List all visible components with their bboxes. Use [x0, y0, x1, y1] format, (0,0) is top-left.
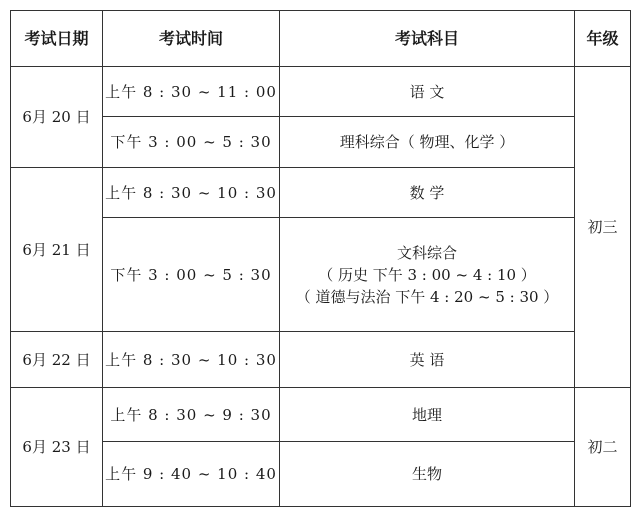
table-row — [11, 117, 631, 168]
header-date: 考试日期 — [11, 11, 103, 67]
exam-subject-multiline — [280, 218, 575, 332]
exam-time: 上午 9 : 40 ~ 10 : 40 — [103, 442, 280, 507]
header-row — [11, 11, 631, 67]
header-time: 考试时间 — [103, 11, 280, 67]
table-row — [11, 168, 631, 218]
table-row — [11, 388, 631, 442]
subject-line: （ 道德与法治 下午 4 : 20 ~ 5 : 30 ） — [295, 287, 559, 306]
exam-subject: 生物 — [280, 442, 575, 507]
exam-date: 6月 23 日 — [11, 388, 103, 507]
exam-schedule-table — [10, 10, 631, 507]
exam-date: 6月 21 日 — [11, 168, 103, 332]
exam-date: 6月 20 日 — [11, 67, 103, 168]
subject-line: （ 历史 下午 3 : 00 ~ 4 : 10 ） — [318, 265, 536, 284]
exam-time: 上午 8 : 30 ~ 9 : 30 — [103, 388, 280, 442]
exam-time: 上午 8 : 30 ~ 11 : 00 — [103, 67, 280, 117]
exam-time: 上午 8 : 30 ~ 10 : 30 — [103, 332, 280, 388]
exam-subject: 语 文 — [280, 67, 575, 117]
exam-time: 上午 8 : 30 ~ 10 : 30 — [103, 168, 280, 218]
table-row — [11, 332, 631, 388]
subject-line: 文科综合 — [396, 243, 457, 262]
exam-subject: 英 语 — [280, 332, 575, 388]
grade-cell: 初二 — [575, 388, 631, 507]
header-subject: 考试科目 — [280, 11, 575, 67]
exam-time: 下午 3 : 00 ~ 5 : 30 — [103, 117, 280, 168]
table-row — [11, 67, 631, 117]
grade-cell: 初三 — [575, 67, 631, 388]
exam-subject: 地理 — [280, 388, 575, 442]
exam-date: 6月 22 日 — [11, 332, 103, 388]
header-grade: 年级 — [575, 11, 631, 67]
exam-subject: 数 学 — [280, 168, 575, 218]
table-row — [11, 442, 631, 507]
table-row — [11, 218, 631, 332]
exam-subject: 理科综合（ 物理、化学 ） — [280, 117, 575, 168]
exam-time: 下午 3 : 00 ~ 5 : 30 — [103, 218, 280, 332]
